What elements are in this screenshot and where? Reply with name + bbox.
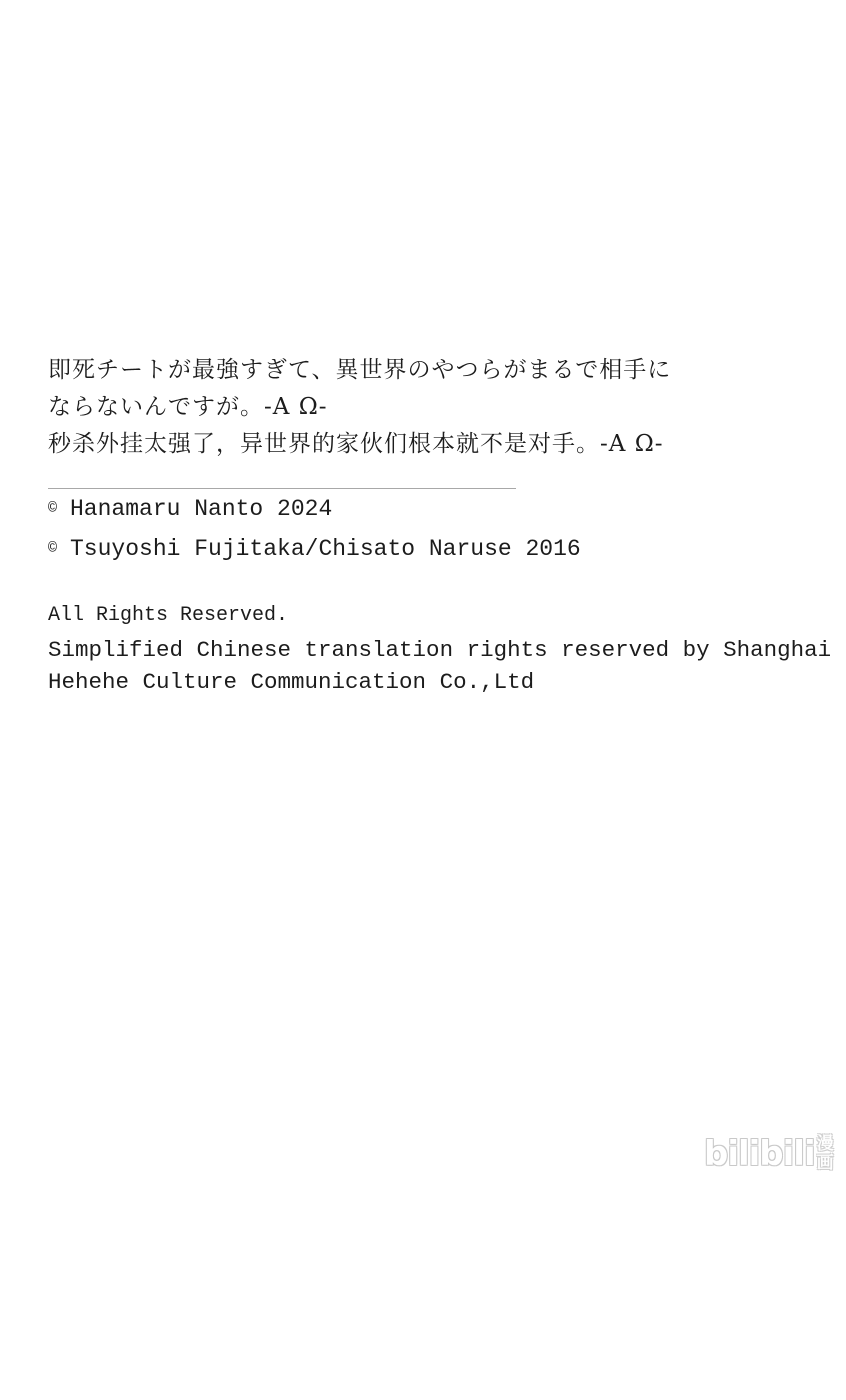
manga-logo-char-top: 漫 [816, 1134, 834, 1154]
copyright-symbol: © [48, 500, 58, 517]
manga-title [48, 352, 808, 463]
title-japanese-line-1: 即死チートが最強すぎて、異世界のやつらがまるで相手に [48, 357, 672, 383]
title-chinese-line: 秒杀外挂太强了，异世界的家伙们根本就不是对手。-Α Ω- [48, 431, 664, 457]
copyright-text: Hanamaru Nanto 2024 [70, 496, 333, 522]
title-japanese-line-2: ならないんですが。-Α Ω- [48, 394, 328, 420]
manga-logo-char-bottom: 画 [816, 1153, 834, 1173]
manga-logo-text [817, 1135, 834, 1173]
copyright-line-author [48, 496, 332, 522]
bilibili-logo-text: bilibili [704, 1134, 815, 1174]
bilibili-manga-watermark [704, 1132, 834, 1176]
divider-line [48, 488, 516, 489]
translation-rights-line-2: Hehehe Culture Communication Co.,Ltd [48, 669, 535, 695]
translation-rights-line-1: Simplified Chinese translation rights reserved by Shanghai [48, 637, 832, 663]
copyright-line-original [48, 536, 581, 562]
all-rights-reserved: All Rights Reserved. [48, 604, 289, 627]
copyright-text: Tsuyoshi Fujitaka/Chisato Naruse 2016 [70, 536, 581, 562]
copyright-symbol: © [48, 540, 58, 557]
